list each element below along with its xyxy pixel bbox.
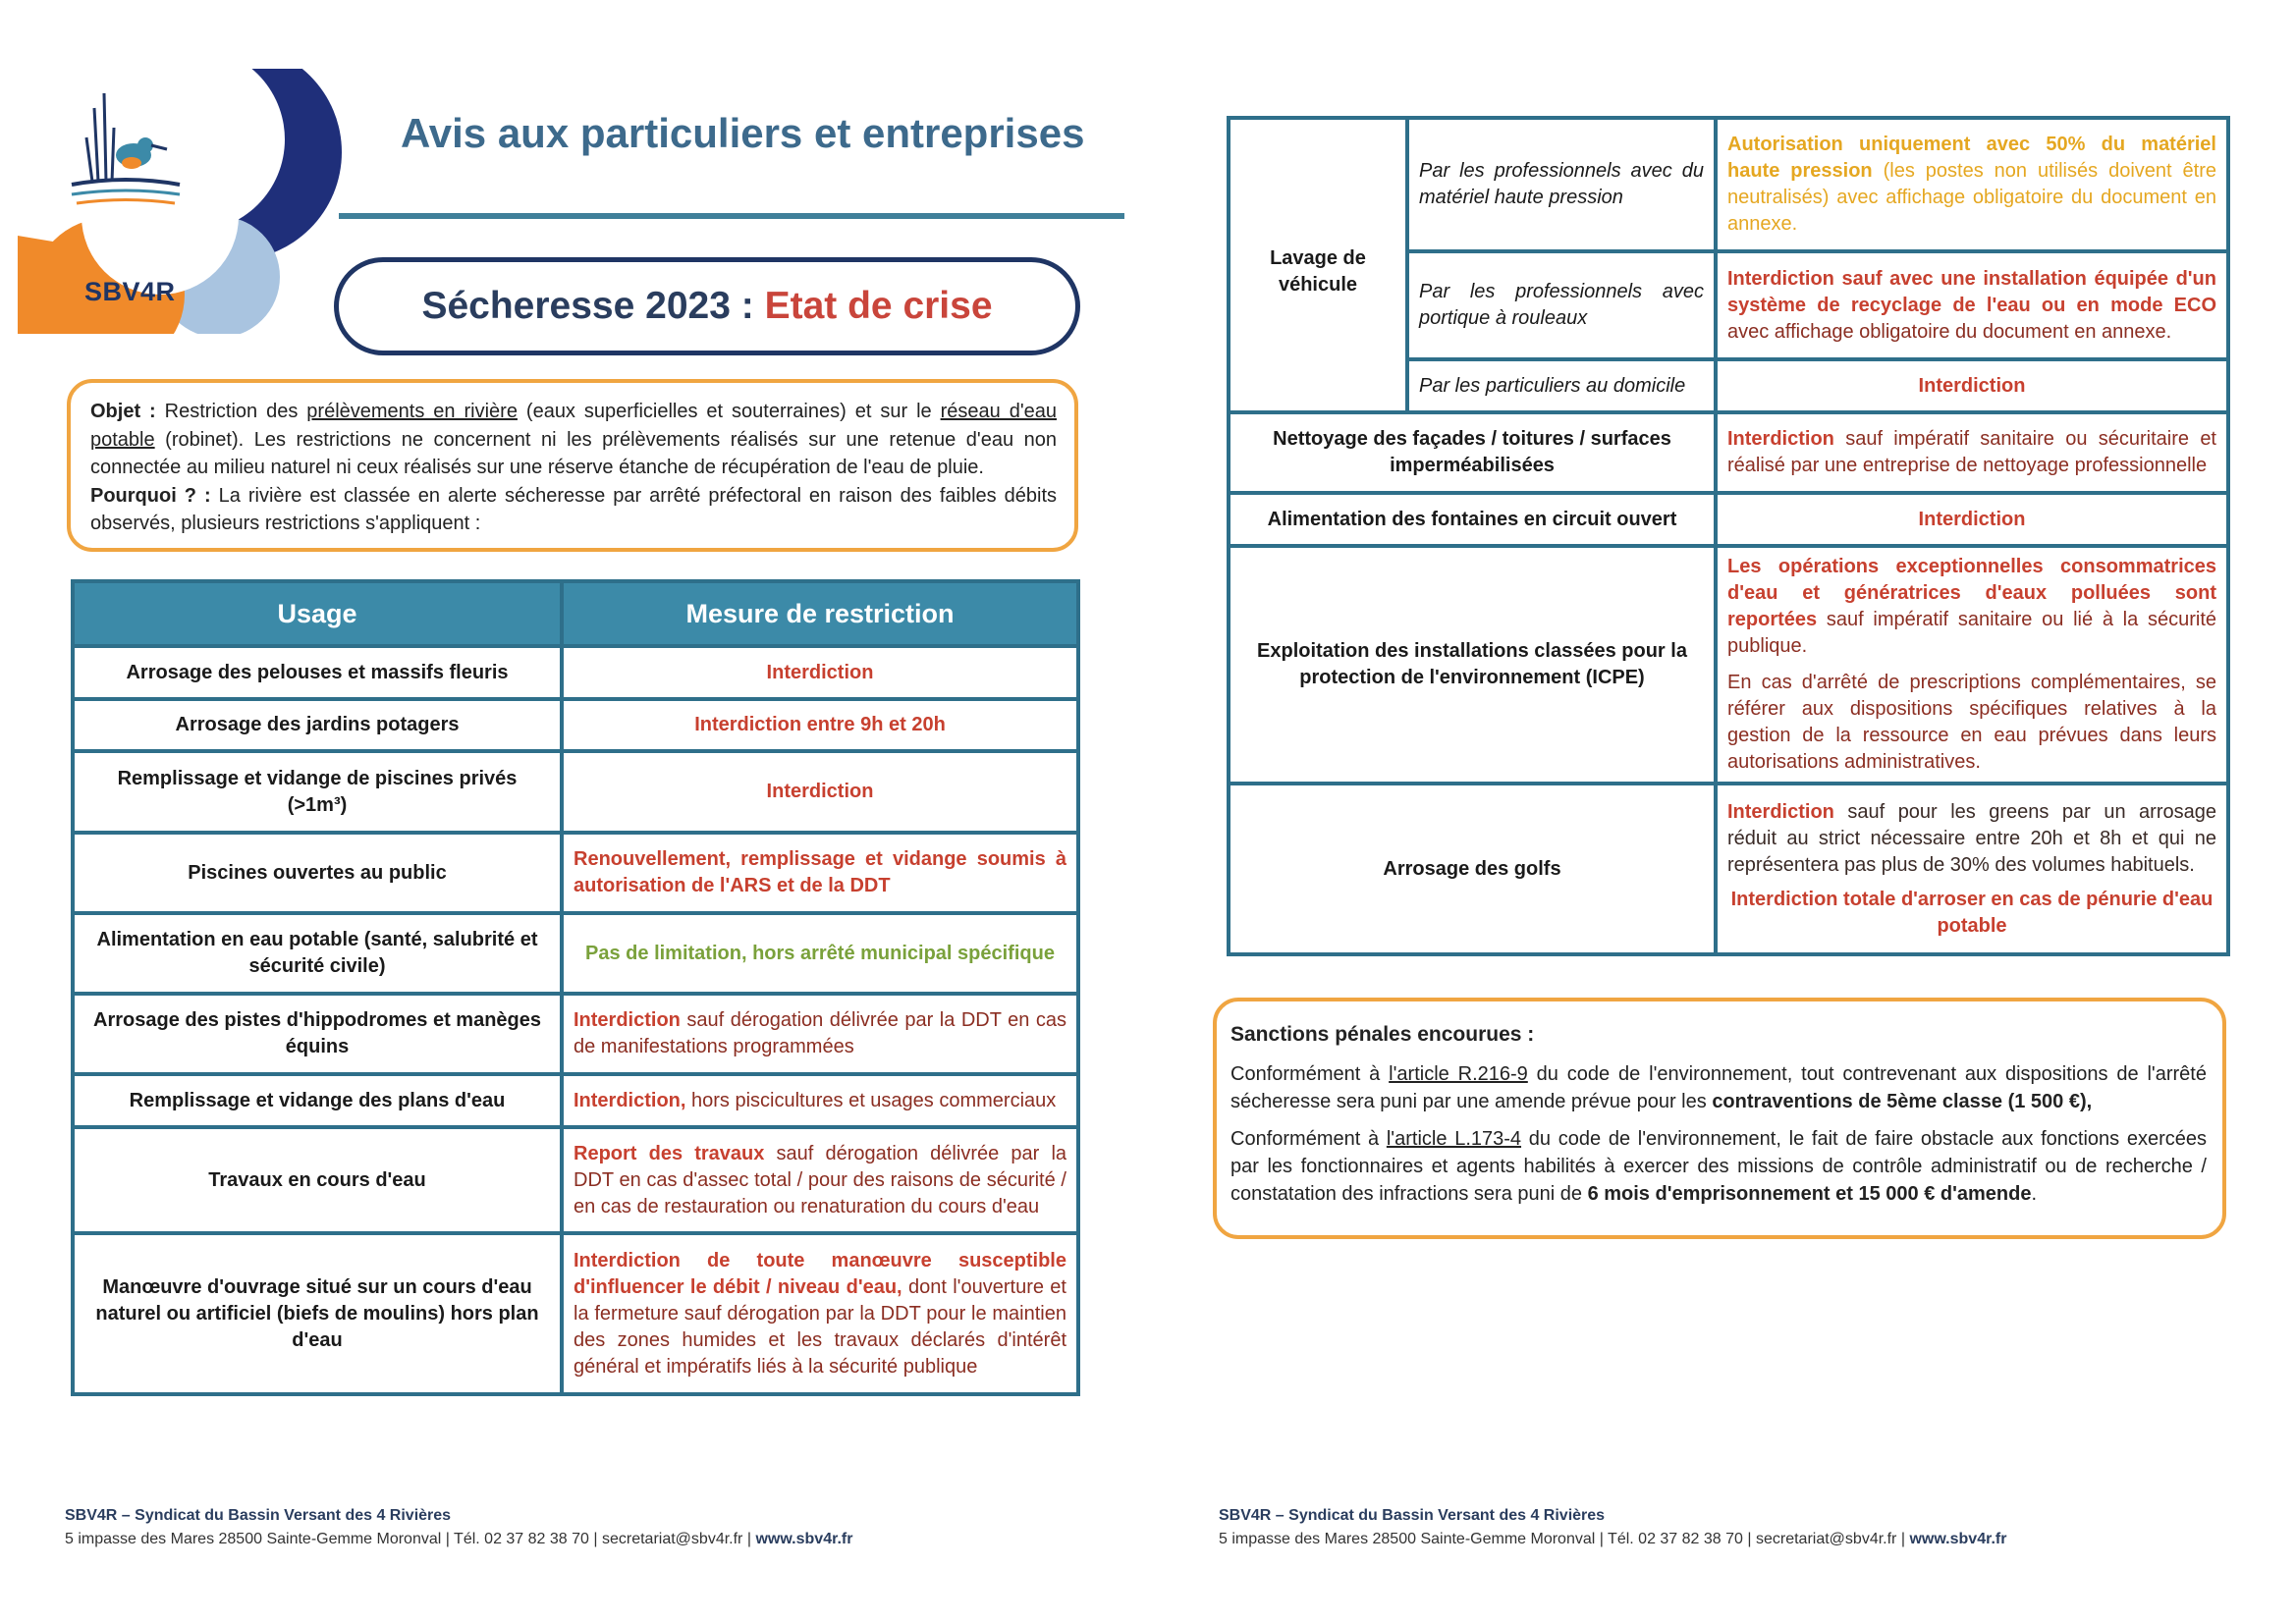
table-row (73, 1127, 1078, 1233)
footer-org: SBV4R – Syndicat du Bassin Versant des 4 Rivières (65, 1507, 452, 1524)
article-l173-4-link[interactable]: l'article L.173-4 (1386, 1128, 1522, 1150)
usage-cell: Travaux en cours d'eau (73, 1127, 562, 1233)
table-row (73, 646, 1078, 699)
usage-cell: Nettoyage des façades / toitures / surfaces imperméabilisées (1229, 412, 1716, 493)
pourquoi-text: La rivière est classée en alerte sécheresse par arrêté préfectoral en raison des faibles débits observés, plusieurs restrictions s'appliquent : (90, 484, 1057, 534)
crisis-banner (334, 257, 1080, 355)
table-row (73, 994, 1078, 1074)
measure-cell: Interdiction sauf pour les greens par un arrosage réduit au strict nécessaire entre 20h et 8h et qui ne représentera pas plus de 30% des volumes habituels. Interdiction totale d'arroser en cas de pénurie d'eau potable (1716, 784, 2228, 954)
table-row (1229, 784, 2228, 954)
table-row (73, 833, 1078, 913)
table-row (73, 751, 1078, 833)
table-row (1229, 493, 2228, 546)
footer-contact-line (1219, 1528, 2006, 1551)
footer-contact: 5 impasse des Mares 28500 Sainte-Gemme Moronval | Tél. 02 37 82 38 70 | secretariat@sbv4r.fr | (1219, 1531, 1905, 1547)
sub-usage-cell: Par les professionnels avec portique à rouleaux (1407, 251, 1716, 359)
usage-cell: Piscines ouvertes au public (73, 833, 562, 913)
sanctions-box (1213, 998, 2226, 1239)
pourquoi-label: Pourquoi ? : (90, 484, 211, 507)
measure-cell: Interdiction (562, 646, 1078, 699)
page-title: Avis aux particuliers et entreprises (401, 110, 1085, 156)
golf-total-ban: Interdiction totale d'arroser en cas de pénurie d'eau potable (1730, 888, 2214, 937)
table-row (73, 699, 1078, 751)
footer-right (1219, 1504, 2006, 1551)
footer-contact-line (65, 1528, 852, 1551)
table-row (73, 913, 1078, 994)
measure-cell: Interdiction (1716, 359, 2228, 412)
objet-text-2: (eaux superficielles et souterraines) et sur le (525, 401, 932, 422)
banner-status: Etat de crise (764, 285, 993, 327)
measure-cell: Autorisation uniquement avec 50% du matériel haute pression (les postes non utilisés doivent être neutralisés) avec affichage obligatoire du document en annexe. (1716, 118, 2228, 251)
header-usage: Usage (73, 581, 562, 646)
measure-cell: Interdiction de toute manœuvre susceptible d'influencer le débit / niveau d'eau, dont l'ouverture et la fermeture sauf dérogation par la DDT pour le maintien des zones humides et les travaux déclarés d'intérêt général et impératifs liés à la sécurité publique (562, 1233, 1078, 1394)
table-header-row (73, 581, 1078, 646)
measure-cell: Renouvellement, remplissage et vidange soumis à autorisation de l'ARS et de la DDT (562, 833, 1078, 913)
sanctions-title: Sanctions pénales encourues : (1230, 1023, 1535, 1046)
title-underline (339, 213, 1124, 219)
objet-text-1: Restriction des (164, 401, 299, 422)
article-r216-9-link[interactable]: l'article R.216-9 (1389, 1063, 1528, 1085)
usage-cell: Alimentation des fontaines en circuit ouvert (1229, 493, 1716, 546)
measure-cell: Interdiction entre 9h et 20h (562, 699, 1078, 751)
table-row (1229, 546, 2228, 784)
restrictions-table-right (1227, 116, 2230, 956)
header-measure: Mesure de restriction (562, 581, 1078, 646)
banner-year: Sécheresse 2023 : (421, 285, 754, 327)
measure-cell: Interdiction sauf dérogation délivrée par la DDT en cas de manifestations programmées (562, 994, 1078, 1074)
restrictions-table-left (71, 579, 1080, 1396)
usage-cell: Arrosage des pistes d'hippodromes et manèges équins (73, 994, 562, 1074)
measure-cell: Pas de limitation, hors arrêté municipal spécifique (562, 913, 1078, 994)
usage-cell: Arrosage des golfs (1229, 784, 1716, 954)
logo-text: SBV4R (84, 277, 176, 306)
objet-label: Objet : (90, 401, 156, 422)
usage-cell: Alimentation en eau potable (santé, salubrité et sécurité civile) (73, 913, 562, 994)
measure-cell: Interdiction (1716, 493, 2228, 546)
usage-cell: Arrosage des pelouses et massifs fleuris (73, 646, 562, 699)
usage-cell: Arrosage des jardins potagers (73, 699, 562, 751)
table-row (73, 1074, 1078, 1127)
usage-cell: Lavage de véhicule (1229, 118, 1407, 412)
objet-underline-2: réseau d'eau potable (90, 401, 1058, 451)
footer-contact: 5 impasse des Mares 28500 Sainte-Gemme Moronval | Tél. 02 37 82 38 70 | secretariat@sbv4r.fr | (65, 1531, 751, 1547)
icpe-note: En cas d'arrêté de prescriptions complémentaires, se référer aux dispositions spécifiques relatives à la gestion de la ressource en eau prévues dans leurs autorisations administratives. (1727, 672, 2216, 773)
usage-cell: Remplissage et vidange des plans d'eau (73, 1074, 562, 1127)
measure-cell: Interdiction (562, 751, 1078, 833)
objet-text-3: (robinet). Les restrictions ne concernent ni les prélèvements réalisés sur une retenue d'eau non connectée au milieu naturel ni ceux réalisés sur une réserve étanche de récupération de l'eau de pluie. (90, 428, 1057, 478)
measure-cell: Interdiction sauf impératif sanitaire ou sécuritaire et réalisé par une entreprise de nettoyage professionnelle (1716, 412, 2228, 493)
objet-box (67, 379, 1078, 552)
sanction-paragraph-2: Conformément à l'article L.173-4 du code de l'environnement, le fait de faire obstacle aux fonctions exercées par les fonctionnaires et agents habilités à exercer des missions de contrôle administratif ou de recherche / constatation des infractions sera puni de 6 mois d'emprisonnement et 15 000 € d'amende. (1230, 1128, 2208, 1205)
usage-cell: Remplissage et vidange de piscines privés (>1m³) (73, 751, 562, 833)
measure-cell: Interdiction, hors piscicultures et usages commerciaux (562, 1074, 1078, 1127)
sub-usage-cell: Par les particuliers au domicile (1407, 359, 1716, 412)
table-row (1229, 412, 2228, 493)
usage-cell: Exploitation des installations classées pour la protection de l'environnement (ICPE) (1229, 546, 1716, 784)
sanction-paragraph-1: Conformément à l'article R.216-9 du code de l'environnement, tout contrevenant aux dispositions de l'arrêté sécheresse sera puni par une amende prévue pour les contraventions de 5ème classe (1 500 €), (1230, 1063, 2207, 1112)
table-row (1229, 118, 2228, 251)
objet-underline-1: prélèvements en rivière (306, 401, 518, 422)
sub-usage-cell: Par les professionnels avec du matériel haute pression (1407, 118, 1716, 251)
footer-left (65, 1504, 852, 1551)
measure-cell: Report des travaux sauf dérogation délivrée par la DDT en cas d'assec total / pour des raisons de sécurité / en cas de restauration ou renaturation du cours d'eau (562, 1127, 1078, 1233)
logo-graphic (18, 69, 361, 373)
sbv4r-logo (18, 69, 361, 373)
footer-website-link[interactable]: www.sbv4r.fr (755, 1531, 853, 1547)
measure-cell: Interdiction sauf avec une installation équipée d'un système de recyclage de l'eau ou en mode ECO avec affichage obligatoire du document en annexe. (1716, 251, 2228, 359)
table-row (73, 1233, 1078, 1394)
measure-cell: Les opérations exceptionnelles consommatrices d'eau et génératrices d'eaux polluées sont reportées sauf impératif sanitaire ou lié à la sécurité publique. En cas d'arrêté de prescriptions complémentaires, se référer aux dispositions spécifiques relatives à la gestion de la ressource en eau prévues dans leurs autorisations administratives. (1716, 546, 2228, 784)
footer-website-link[interactable]: www.sbv4r.fr (1909, 1531, 2007, 1547)
usage-cell: Manœuvre d'ouvrage situé sur un cours d'eau naturel ou artificiel (biefs de moulins) hors plan d'eau (73, 1233, 562, 1394)
page-right (1148, 0, 2296, 1623)
footer-org: SBV4R – Syndicat du Bassin Versant des 4 Rivières (1219, 1507, 1606, 1524)
